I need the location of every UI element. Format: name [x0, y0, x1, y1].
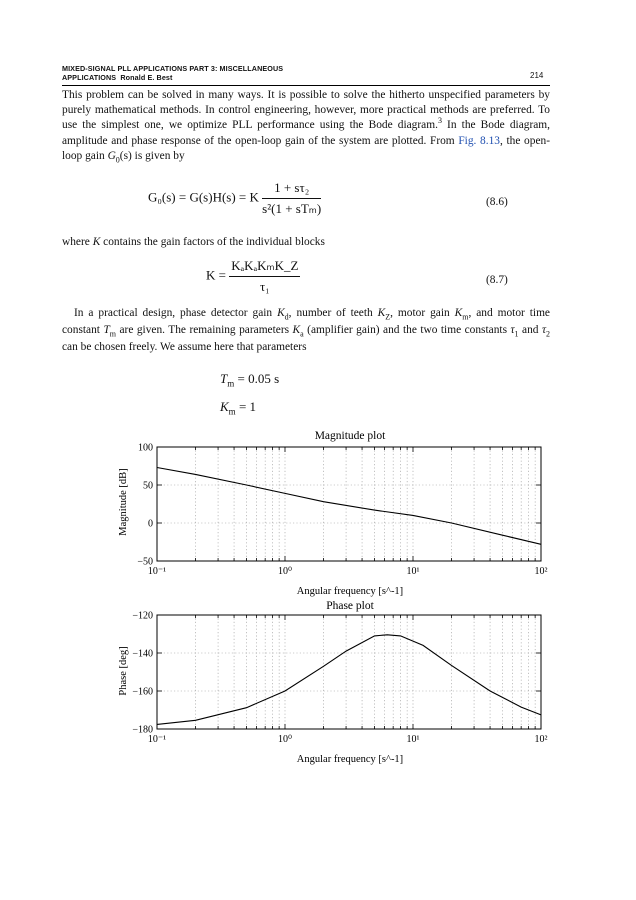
- x-tick-label: 10²: [534, 566, 548, 577]
- header-title-line2: APPLICATIONS Ronald E. Best: [62, 73, 173, 82]
- y-tick-label: 100: [138, 442, 153, 454]
- series-line: [157, 635, 541, 725]
- plot-frame: [157, 615, 541, 729]
- phase-plot-title: Phase plot: [326, 600, 374, 612]
- y-tick-label: −50: [137, 556, 153, 568]
- x-tick-label: 10²: [534, 734, 548, 745]
- equation-number: (8.6): [486, 196, 508, 208]
- equation-numerator: KₐKₐKₘK_Z: [229, 258, 300, 277]
- equation-fraction: [262, 180, 321, 217]
- y-tick-label: −140: [132, 648, 153, 660]
- equation-number: (8.7): [486, 274, 508, 286]
- equation-8-7: [206, 258, 300, 295]
- y-tick-label: −120: [132, 610, 153, 622]
- header-author: Ronald E. Best: [120, 73, 173, 82]
- x-tick-label: 10⁻¹: [147, 566, 167, 577]
- y-tick-label: −160: [132, 686, 153, 698]
- running-header: [62, 64, 283, 82]
- x-tick-label: 10⁰: [277, 734, 293, 745]
- y-tick-label: −180: [132, 724, 153, 736]
- param-motor-gain: $K_m = 1$: [220, 399, 257, 417]
- param-motor-time-constant: $T_m = 0.05$ s: [220, 371, 280, 389]
- footnote-marker[interactable]: 3: [437, 116, 442, 126]
- header-divider: [62, 85, 550, 86]
- phase-plot: [118, 600, 548, 765]
- x-tick-label: 10⁰: [277, 566, 293, 577]
- equation-lhs: G₀(s) = G(s)H(s) = K: [148, 189, 259, 205]
- y-tick-label: 0: [148, 518, 153, 530]
- plot-frame: [157, 447, 541, 561]
- phase-x-axis-label: Angular frequency [s^-1]: [296, 754, 404, 765]
- equation-denominator: τ₁: [259, 279, 270, 294]
- y-tick-label: 50: [143, 480, 153, 492]
- magnitude-axis-label: Magnitude [dB]: [118, 468, 129, 536]
- page-number: 214: [530, 71, 544, 80]
- equation-8-6: [148, 180, 321, 217]
- equation-lhs: K =: [206, 267, 226, 283]
- header-title-line1: MIXED-SIGNAL PLL APPLICATIONS PART 3: MISCELLANEOUS: [62, 64, 284, 73]
- magnitude-x-axis-label: Angular frequency [s^-1]: [296, 586, 404, 597]
- x-tick-label: 10¹: [406, 566, 420, 577]
- equation-fraction: [229, 258, 300, 295]
- figure-link[interactable]: Fig. 8.13: [458, 134, 500, 147]
- paragraph-bode-intro: This problem can be solved in many ways. It is possible to solve the hitherto unspecified parameters by purely mathematical methods. In control engineering, however, more practical methods are preferred. To use the simplest one, we optimize PLL performance using the Bode diagram.$^3$ In the Bode diagram, amplitude and phase response of the open-loop gain of the system are plotted. From Fig. 8.13, the open-loop gain $G_0(s)$ is given by: [62, 89, 551, 165]
- x-tick-label: 10⁻¹: [147, 734, 167, 745]
- magnitude-plot: [118, 430, 548, 597]
- x-tick-label: 10¹: [406, 734, 420, 745]
- phase-axis-label: Phase [deg]: [118, 646, 129, 696]
- magnitude-plot-title: Magnitude plot: [314, 430, 386, 442]
- paragraph-design-parameters: In a practical design, phase detector gain $K_d$, number of teeth $K_Z$, motor gain $K_m$, and motor time constant $T_m$ are given. The remaining parameters $K_a$ (amplifier gain) and the two time constants $\tau_1$ and $\tau_2$ can be chosen freely. We assume here that parameters: [62, 307, 551, 353]
- series-line: [157, 468, 541, 545]
- paragraph-gain-factors: where K contains the gain factors of the individual blocks: [62, 236, 325, 248]
- equation-denominator: s²(1 + sTₘ): [262, 201, 322, 216]
- equation-numerator: 1 + sτ₂: [262, 180, 321, 199]
